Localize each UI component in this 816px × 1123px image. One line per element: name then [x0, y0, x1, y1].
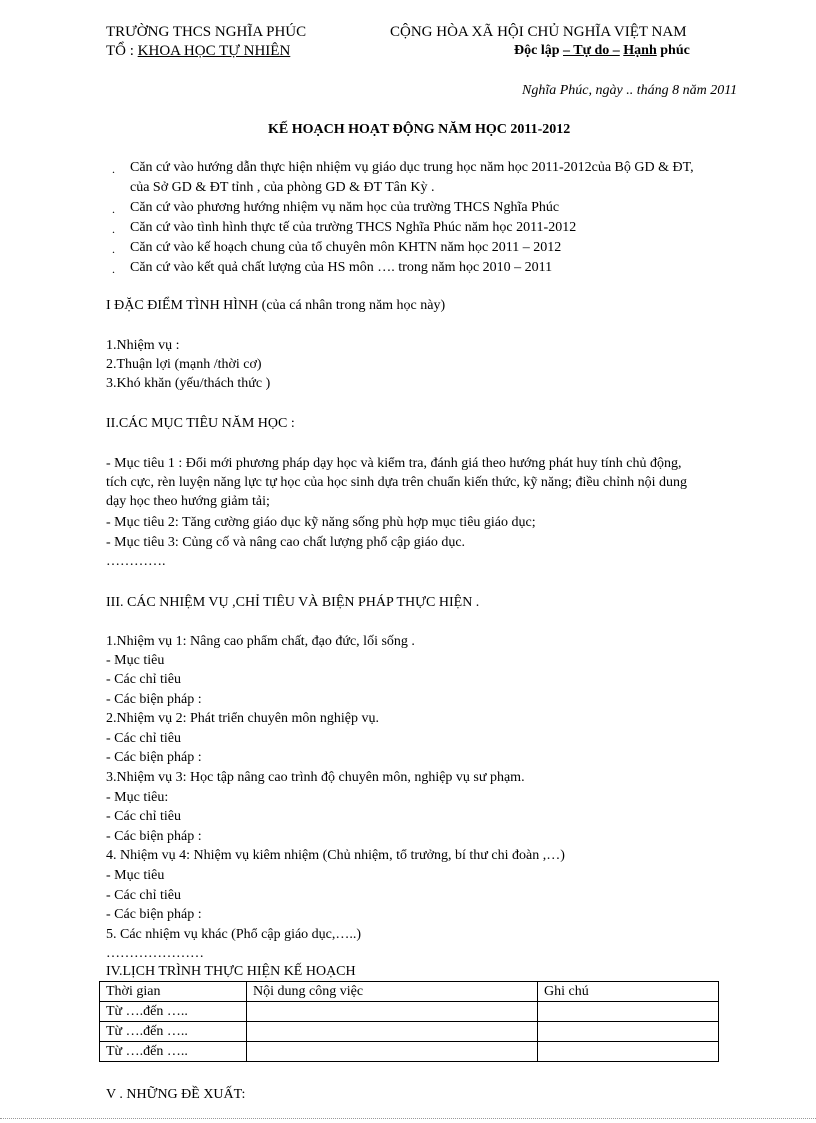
table-row: [100, 1022, 719, 1042]
table-cell-content: [247, 1002, 538, 1022]
section-3-line: - Các chỉ tiêu: [106, 731, 182, 746]
motto-prefix: Độc lập: [514, 43, 563, 58]
bullet-marker: .: [112, 202, 115, 216]
section-2-heading: II.CÁC MỤC TIÊU NĂM HỌC :: [106, 416, 295, 431]
section-3-line: 5. Các nhiệm vụ khác (Phổ cập giáo dục,…..): [106, 927, 362, 942]
basis-line: Căn cứ vào tình hình thực tế của trường THCS Nghĩa Phúc năm học 2011-2012: [130, 220, 577, 235]
table-cell-time: Từ ….đến …..: [100, 1042, 247, 1062]
section-5-heading: V . NHỮNG ĐỀ XUẤT:: [106, 1087, 246, 1102]
nation-name: CỘNG HÒA XÃ HỘI CHỦ NGHĨA VIỆT NAM: [390, 24, 687, 40]
section-3-line: - Các chỉ tiêu: [106, 672, 182, 687]
section-1-item: 3.Khó khăn (yếu/thách thức ): [106, 376, 271, 391]
section-2-ellipsis: ………….: [106, 554, 166, 569]
bullet-marker: .: [112, 162, 115, 176]
department: [106, 42, 290, 60]
section-3-line: 4. Nhiệm vụ 4: Nhiệm vụ kiêm nhiệm (Chủ nhiệm, tổ trưởng, bí thư chi đoàn ,…): [106, 848, 565, 863]
section-3-line: - Mục tiêu: [106, 653, 165, 668]
table-row: [100, 1042, 719, 1062]
basis-line: Căn cứ vào kế hoạch chung của tổ chuyên môn KHTN năm học 2011 – 2012: [130, 240, 562, 255]
table-header-row: [100, 982, 719, 1002]
bullet-marker: .: [112, 262, 115, 276]
section-3-line: 1.Nhiệm vụ 1: Nâng cao phẩm chất, đạo đức, lối sống .: [106, 634, 415, 649]
bullet-marker: .: [112, 222, 115, 236]
table-row: [100, 1002, 719, 1022]
basis-line: Căn cứ vào kết quả chất lượng của HS môn …. trong năm học 2010 – 2011: [130, 260, 553, 275]
section-3-line: - Các biện pháp :: [106, 750, 202, 765]
section-3-line: - Các chỉ tiêu: [106, 888, 182, 903]
section-1-heading: I ĐẶC ĐIỂM TÌNH HÌNH (của cá nhân trong năm học này): [106, 298, 446, 313]
section-3-line: - Các biện pháp :: [106, 907, 202, 922]
table-cell-content: [247, 1022, 538, 1042]
section-2-line: - Mục tiêu 1 : Đổi mới phương pháp dạy học và kiểm tra, đánh giá theo hướng phát huy tính chủ động,: [106, 456, 682, 471]
school-name: TRƯỜNG THCS NGHĨA PHÚC: [106, 24, 307, 40]
department-prefix: TỔ :: [106, 43, 138, 59]
section-3-ellipsis: …………………: [106, 946, 204, 961]
section-3-line: - Các chỉ tiêu: [106, 809, 182, 824]
table-cell-time: Từ ….đến …..: [100, 1002, 247, 1022]
table-cell-content: [247, 1042, 538, 1062]
motto-part-1: – Tự do –: [563, 43, 620, 58]
section-2-line: - Mục tiêu 3: Củng cố và nâng cao chất lượng phổ cập giáo dục.: [106, 535, 466, 550]
basis-line: Căn cứ vào hướng dẫn thực hiện nhiệm vụ giáo dục trung học năm học 2011-2012của Bộ GD & ĐT,: [130, 160, 694, 175]
table-cell-note: [538, 1002, 719, 1022]
document-title: KẾ HOẠCH HOẠT ĐỘNG NĂM HỌC 2011-2012: [268, 122, 571, 137]
basis-line: Căn cứ vào phương hướng nhiệm vụ năm học của trường THCS Nghĩa Phúc: [130, 200, 560, 215]
motto: [514, 42, 690, 60]
department-name: KHOA HỌC TỰ NHIÊN: [137, 43, 291, 59]
section-2-line: tích cực, rèn luyện năng lực tự học của học sinh dựa trên chuẩn kiến thức, kỹ năng; điều chỉnh nội dung: [106, 475, 688, 490]
bullet-marker: .: [112, 242, 115, 256]
table-header-note: Ghi chú: [538, 982, 719, 1002]
table-cell-note: [538, 1022, 719, 1042]
section-3-line: - Mục tiêu: [106, 868, 165, 883]
section-1-item: 1.Nhiệm vụ :: [106, 338, 180, 353]
section-1-item: 2.Thuận lợi (mạnh /thời cơ): [106, 357, 262, 372]
motto-part-3: phúc: [660, 43, 690, 58]
page-bottom-divider: [0, 1118, 816, 1119]
section-4-heading: IV.LỊCH TRÌNH THỰC HIỆN KẾ HOẠCH: [106, 964, 356, 979]
schedule-table: [99, 981, 719, 1062]
section-3-heading: III. CÁC NHIỆM VỤ ,CHỈ TIÊU VÀ BIỆN PHÁP THỰC HIỆN .: [106, 595, 480, 610]
section-3-line: - Mục tiêu:: [106, 790, 169, 805]
section-3-line: - Các biện pháp :: [106, 692, 202, 707]
table-header-time: Thời gian: [100, 982, 247, 1002]
table-cell-note: [538, 1042, 719, 1062]
table-cell-time: Từ ….đến …..: [100, 1022, 247, 1042]
table-header-content: Nội dung công việc: [247, 982, 538, 1002]
section-3-line: - Các biện pháp :: [106, 829, 202, 844]
section-2-line: dạy học theo hướng giảm tải;: [106, 494, 270, 509]
section-2-line: - Mục tiêu 2: Tăng cường giáo dục kỹ năng sống phù hợp mục tiêu giáo dục;: [106, 515, 536, 530]
section-3-line: 3.Nhiệm vụ 3: Học tập nâng cao trình độ chuyên môn, nghiệp vụ sư phạm.: [106, 770, 525, 785]
motto-part-2: Hạnh: [623, 43, 657, 58]
section-3-line: 2.Nhiệm vụ 2: Phát triển chuyên môn nghiệp vụ.: [106, 711, 379, 726]
basis-line: của Sở GD & ĐT tỉnh , của phòng GD & ĐT Tân Kỳ .: [130, 180, 435, 195]
date-line: Nghĩa Phúc, ngày .. tháng 8 năm 2011: [522, 83, 738, 98]
